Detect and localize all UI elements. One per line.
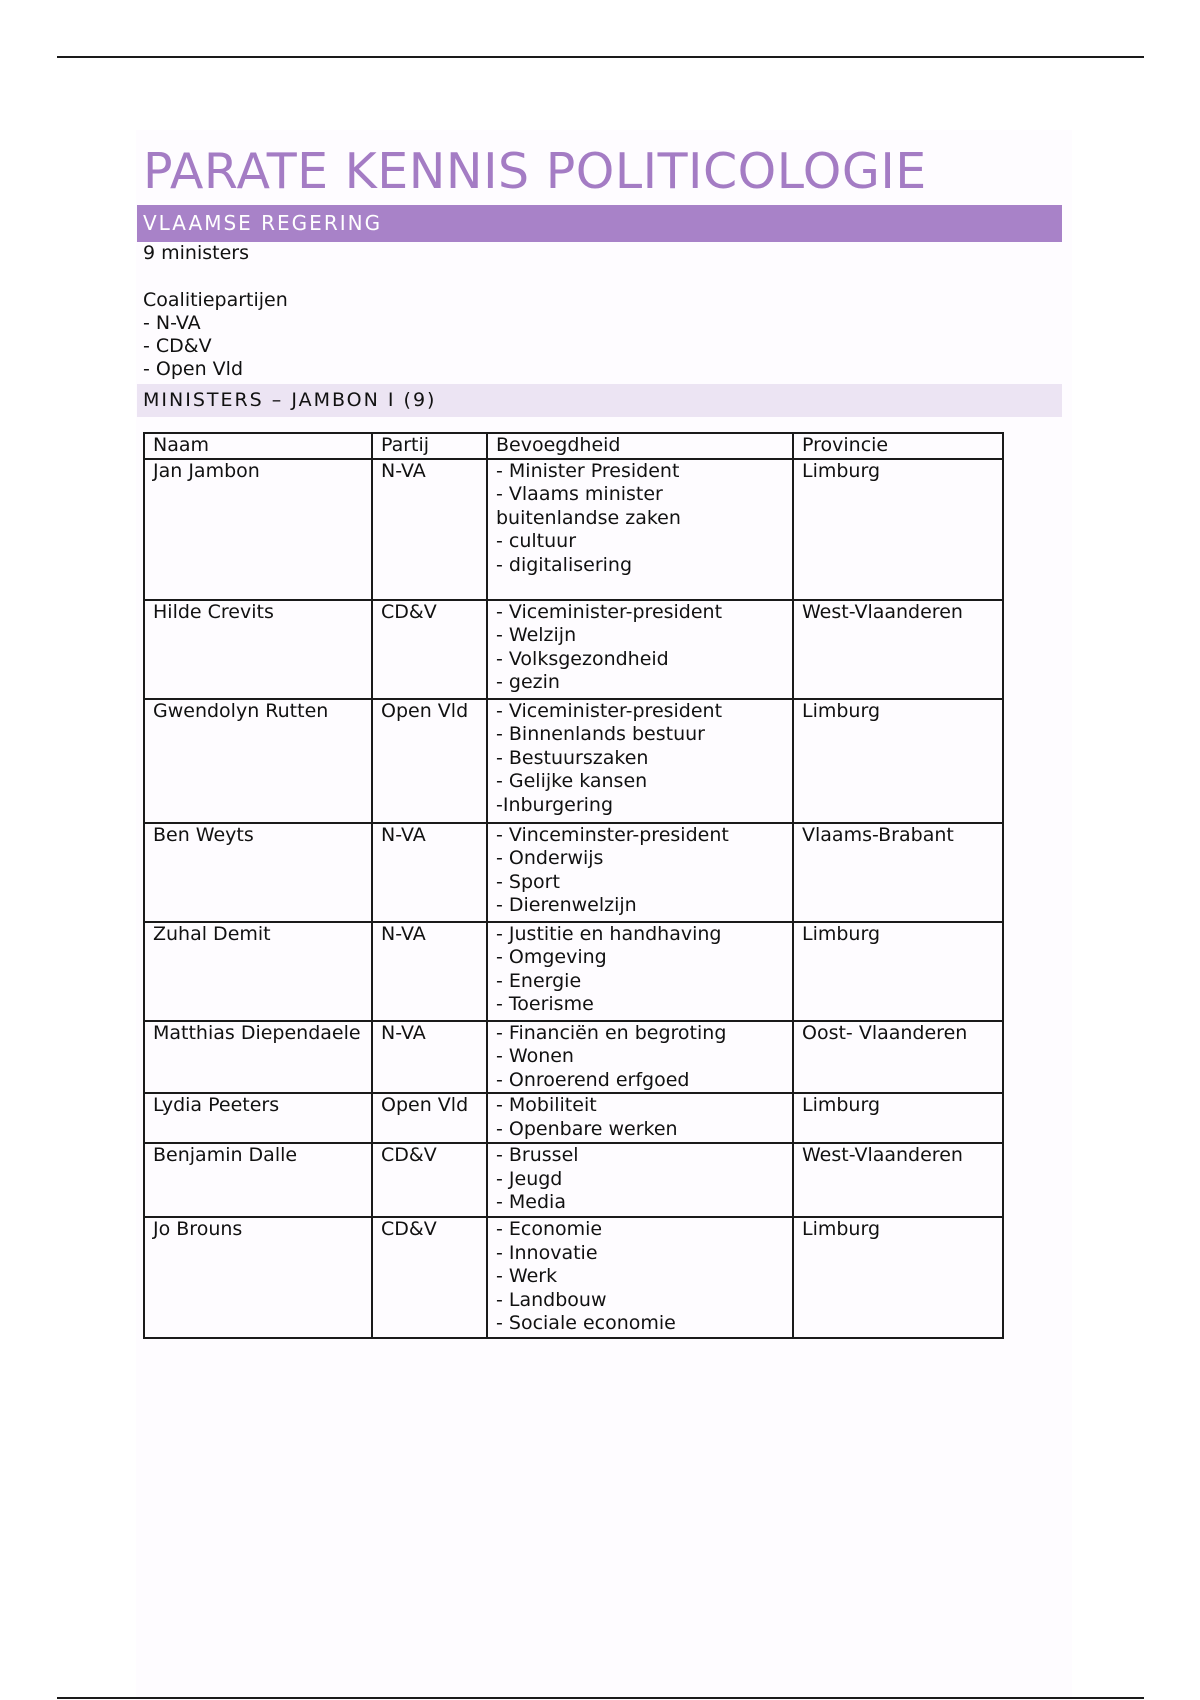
bevoegdheid-line: - Openbare werken bbox=[496, 1117, 678, 1140]
cell-partij: N-VA bbox=[372, 823, 487, 922]
header-naam: Naam bbox=[144, 433, 372, 459]
coalition-label: Coalitiepartijen bbox=[143, 289, 288, 311]
bevoegdheid-line: -Inburgering bbox=[496, 793, 614, 816]
cell-naam: Ben Weyts bbox=[144, 823, 372, 922]
coalition-party-openvld: - Open Vld bbox=[143, 358, 244, 380]
header-rule bbox=[57, 56, 1144, 58]
bevoegdheid-line: - Toerisme bbox=[496, 993, 594, 1015]
cell-partij: Open Vld bbox=[372, 1093, 487, 1143]
cell-partij: N-VA bbox=[372, 922, 487, 1021]
bevoegdheid-line: - Vinceminster-president bbox=[496, 823, 729, 846]
cell-partij: CD&V bbox=[372, 1143, 487, 1217]
section-heading-vlaamse-regering: VLAAMSE REGERING bbox=[143, 211, 383, 235]
cell-naam: Zuhal Demit bbox=[144, 922, 372, 1021]
bevoegdheid-line: - Viceminister-president bbox=[496, 600, 723, 623]
bevoegdheid-line: - digitalisering bbox=[496, 553, 633, 576]
bevoegdheid-line: - Sociale economie bbox=[496, 1312, 676, 1334]
cell-naam: Hilde Crevits bbox=[144, 600, 372, 699]
table-row bbox=[144, 600, 1003, 699]
cell-provincie: West-Vlaanderen bbox=[793, 600, 1003, 699]
bevoegdheid-line: - Financiën en begroting bbox=[496, 1021, 727, 1044]
coalition-party-nva: - N-VA bbox=[143, 312, 201, 334]
bevoegdheid-line: - Bestuurszaken bbox=[496, 746, 649, 769]
ministers-table bbox=[143, 432, 1004, 1339]
bevoegdheid-line: - Minister President bbox=[496, 459, 680, 482]
header-partij: Partij bbox=[372, 433, 487, 459]
footer-rule bbox=[57, 1697, 1144, 1699]
bevoegdheid-line: - Volksgezondheid bbox=[496, 647, 669, 670]
bevoegdheid-line: - Welzijn bbox=[496, 624, 577, 646]
table-header-row bbox=[144, 433, 1003, 459]
bevoegdheid-line: - Economie bbox=[496, 1218, 603, 1240]
bevoegdheid-line: - Werk bbox=[496, 1265, 558, 1287]
cell-provincie: Oost- Vlaanderen bbox=[793, 1021, 1003, 1094]
bevoegdheid-line: - Innovatie bbox=[496, 1241, 598, 1264]
table-row bbox=[144, 699, 1003, 823]
table-row bbox=[144, 459, 1003, 600]
bevoegdheid-line: - Dierenwelzijn bbox=[496, 894, 637, 916]
cell-naam: Benjamin Dalle bbox=[144, 1143, 372, 1217]
cell-bevoegdheid bbox=[487, 600, 793, 699]
cell-bevoegdheid bbox=[487, 823, 793, 922]
table-row bbox=[144, 922, 1003, 1021]
document-title: PARATE KENNIS POLITICOLOGIE bbox=[143, 143, 927, 200]
bevoegdheid-line: - Omgeving bbox=[496, 946, 607, 968]
bevoegdheid-line: - Gelijke kansen bbox=[496, 770, 648, 792]
cell-partij: N-VA bbox=[372, 459, 487, 600]
table-row bbox=[144, 1093, 1003, 1143]
bevoegdheid-line: - cultuur bbox=[496, 530, 577, 552]
cell-provincie: Limburg bbox=[793, 459, 1003, 600]
cell-provincie: West-Vlaanderen bbox=[793, 1143, 1003, 1217]
cell-bevoegdheid bbox=[487, 922, 793, 1021]
coalition-party-cdv: - CD&V bbox=[143, 335, 212, 357]
bevoegdheid-line: - Mobiliteit bbox=[496, 1094, 597, 1116]
bevoegdheid-line: - Energie bbox=[496, 969, 582, 992]
header-bevoegdheid: Bevoegdheid bbox=[487, 433, 793, 459]
table-row bbox=[144, 1217, 1003, 1338]
bevoegdheid-line: - Media bbox=[496, 1191, 566, 1213]
subsection-heading-ministers: MINISTERS – JAMBON I (9) bbox=[143, 389, 437, 411]
cell-provincie: Vlaams-Brabant bbox=[793, 823, 1003, 922]
header-provincie: Provincie bbox=[793, 433, 1003, 459]
cell-provincie: Limburg bbox=[793, 1093, 1003, 1143]
cell-bevoegdheid bbox=[487, 1093, 793, 1143]
table-row bbox=[144, 1021, 1003, 1094]
cell-provincie: Limburg bbox=[793, 922, 1003, 1021]
bevoegdheid-line: - Vlaams minister buitenlandse zaken bbox=[496, 483, 681, 529]
bevoegdheid-line: - Wonen bbox=[496, 1045, 574, 1067]
table-row bbox=[144, 823, 1003, 922]
cell-naam: Lydia Peeters bbox=[144, 1093, 372, 1143]
cell-partij: CD&V bbox=[372, 1217, 487, 1338]
cell-bevoegdheid bbox=[487, 1143, 793, 1217]
bevoegdheid-line: - Brussel bbox=[496, 1144, 579, 1166]
cell-partij: N-VA bbox=[372, 1021, 487, 1094]
cell-partij: CD&V bbox=[372, 600, 487, 699]
cell-partij: Open Vld bbox=[372, 699, 487, 823]
cell-naam: Matthias Diependaele bbox=[144, 1021, 372, 1094]
bevoegdheid-line: - Viceminister-president bbox=[496, 699, 723, 722]
bevoegdheid-line: - gezin bbox=[496, 671, 560, 693]
cell-provincie: Limburg bbox=[793, 699, 1003, 823]
cell-naam: Gwendolyn Rutten bbox=[144, 699, 372, 823]
bevoegdheid-line: - Landbouw bbox=[496, 1288, 607, 1311]
bevoegdheid-line: - Binnenlands bestuur bbox=[496, 723, 705, 745]
bevoegdheid-line: - Onderwijs bbox=[496, 847, 604, 869]
bevoegdheid-line: - Onroerend erfgoed bbox=[496, 1068, 690, 1091]
bevoegdheid-line: - Jeugd bbox=[496, 1167, 563, 1190]
cell-bevoegdheid bbox=[487, 459, 793, 600]
cell-provincie: Limburg bbox=[793, 1217, 1003, 1338]
cell-bevoegdheid bbox=[487, 1217, 793, 1338]
cell-bevoegdheid bbox=[487, 1021, 793, 1094]
table-row bbox=[144, 1143, 1003, 1217]
ministers-count: 9 ministers bbox=[143, 242, 249, 264]
bevoegdheid-line: - Justitie en handhaving bbox=[496, 922, 722, 945]
bevoegdheid-line: - Sport bbox=[496, 870, 560, 893]
cell-naam: Jan Jambon bbox=[144, 459, 372, 600]
cell-bevoegdheid bbox=[487, 699, 793, 823]
cell-naam: Jo Brouns bbox=[144, 1217, 372, 1338]
